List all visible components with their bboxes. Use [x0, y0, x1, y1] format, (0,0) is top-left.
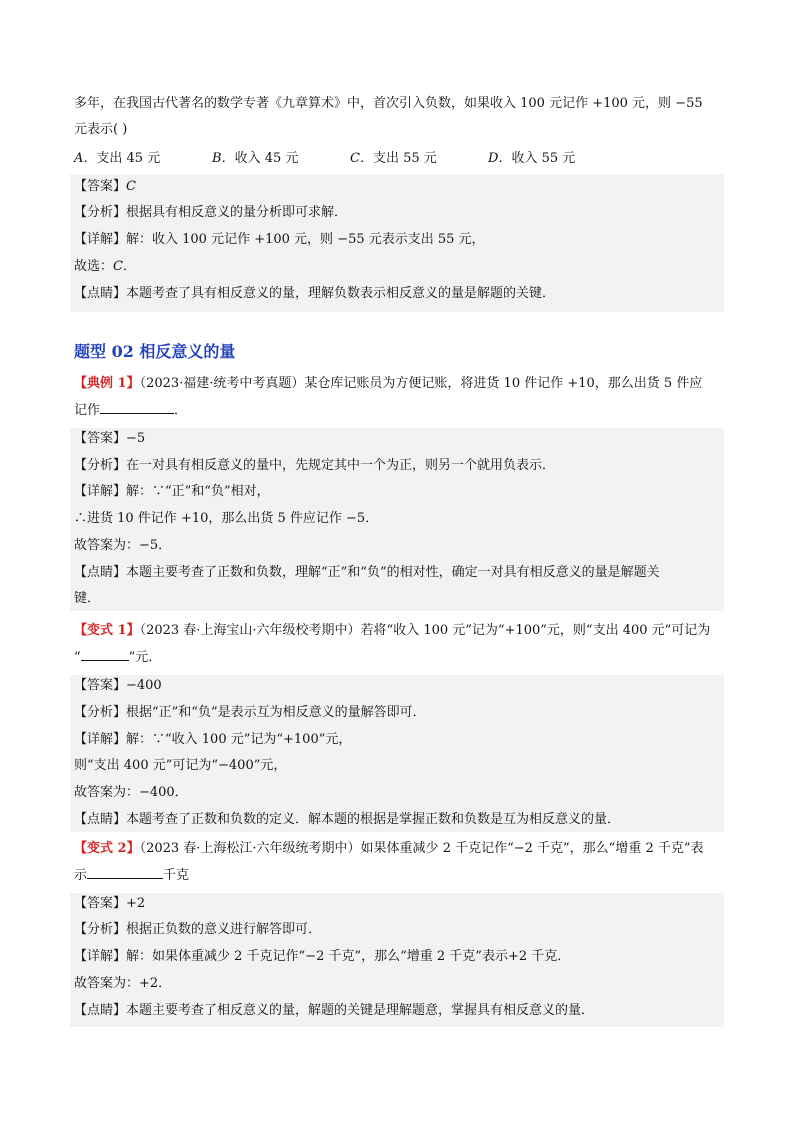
variant-question-line: 【变式 2】（2023 春·上海松江·六年级统考期中）如果体重减少 2 千克记作“−2 千克”，那么“增重 2 千克”表: [74, 841, 704, 856]
answer-line: 【答案】−5: [74, 431, 146, 446]
analysis-line: 【分析】根据具有相反意义的量分析即可求解．: [74, 205, 348, 220]
comment-line: 键．: [74, 591, 101, 606]
answer-blank: [87, 864, 163, 879]
comment-line: 【点睛】本题主要考查了正数和负数，理解“正”和“负”的相对性，确定一对具有相反意义的量是解题关: [74, 565, 660, 580]
detail-line: 故答案为：−400．: [74, 785, 188, 800]
analysis-line: 【分析】根据“正”和“负”是表示互为相反意义的量解答即可．: [74, 705, 426, 720]
option-a: A．支出 45 元: [74, 151, 161, 166]
detail-line: 故答案为：−5．: [74, 538, 172, 553]
question-line: 多年，在我国古代著名的数学专著《九章算术》中，首次引入负数，如果收入 100 元记作 +100 元，则 −55: [74, 96, 703, 111]
example-question-line: 【典例 1】（2023·福建·统考中考真题）某仓库记账员为方便记账，将进货 10 件记作 +10，那么出货 5 件应: [74, 376, 703, 391]
variant-question-line: 【变式 1】（2023 春·上海宝山·六年级校考期中）若将“收入 100 元”记为“+100”元，则“支出 400 元”可记为: [74, 623, 711, 638]
section-heading: 题型 02 相反意义的量: [74, 342, 236, 361]
comment-line: 【点睛】本题考查了正数和负数的定义．解本题的根据是掌握正数和负数是互为相反意义的量．: [74, 812, 621, 827]
answer-line: 【答案】C: [74, 179, 136, 194]
answer-line: 【答案】+2: [74, 896, 146, 911]
variant-question-line: “ ”元．: [74, 646, 161, 669]
option-c: C．支出 55 元: [350, 151, 437, 166]
detail-line: 【详解】解：∵“正”和“负”相对，: [74, 484, 270, 499]
analysis-line: 【分析】在一对具有相反意义的量中，先规定其中一个为正，则另一个就用负表示．: [74, 458, 556, 473]
detail-line: 则“支出 400 元”可记为“−400”元，: [74, 758, 287, 773]
answer-blank: [100, 399, 174, 414]
comment-line: 【点睛】本题考查了具有相反意义的量，理解负数表示相反意义的量是解题的关键．: [74, 286, 556, 301]
answer-options: [74, 148, 575, 170]
detail-line: ∴进货 10 件记作 +10，那么出货 5 件应记作 −5．: [74, 511, 379, 526]
answer-blank: [81, 646, 129, 661]
detail-line: 【详解】解：∵“收入 100 元”记为“+100”元，: [74, 732, 352, 747]
detail-line: 故答案为：+2．: [74, 976, 172, 991]
answer-line: 【答案】−400: [74, 678, 162, 693]
conclusion-line: 故选：C．: [74, 259, 136, 274]
option-b: B．收入 45 元: [212, 151, 299, 166]
comment-line: 【点睛】本题主要考查了相反意义的量，解题的关键是理解题意，掌握具有相反意义的量．: [74, 1003, 595, 1018]
question-line: 元表示( ): [74, 122, 128, 137]
analysis-line: 【分析】根据正负数的意义进行解答即可．: [74, 922, 322, 937]
variant-question-line: 示 千克: [74, 864, 189, 887]
option-d: D．收入 55 元: [488, 151, 576, 166]
detail-line: 【详解】解：收入 100 元记作 +100 元，则 −55 元表示支出 55 元，: [74, 232, 485, 247]
detail-line: 【详解】解：如果体重减少 2 千克记作“−2 千克”，那么“增重 2 千克”表示+2 千克．: [74, 949, 571, 964]
example-question-line: 记作 ．: [74, 399, 187, 422]
